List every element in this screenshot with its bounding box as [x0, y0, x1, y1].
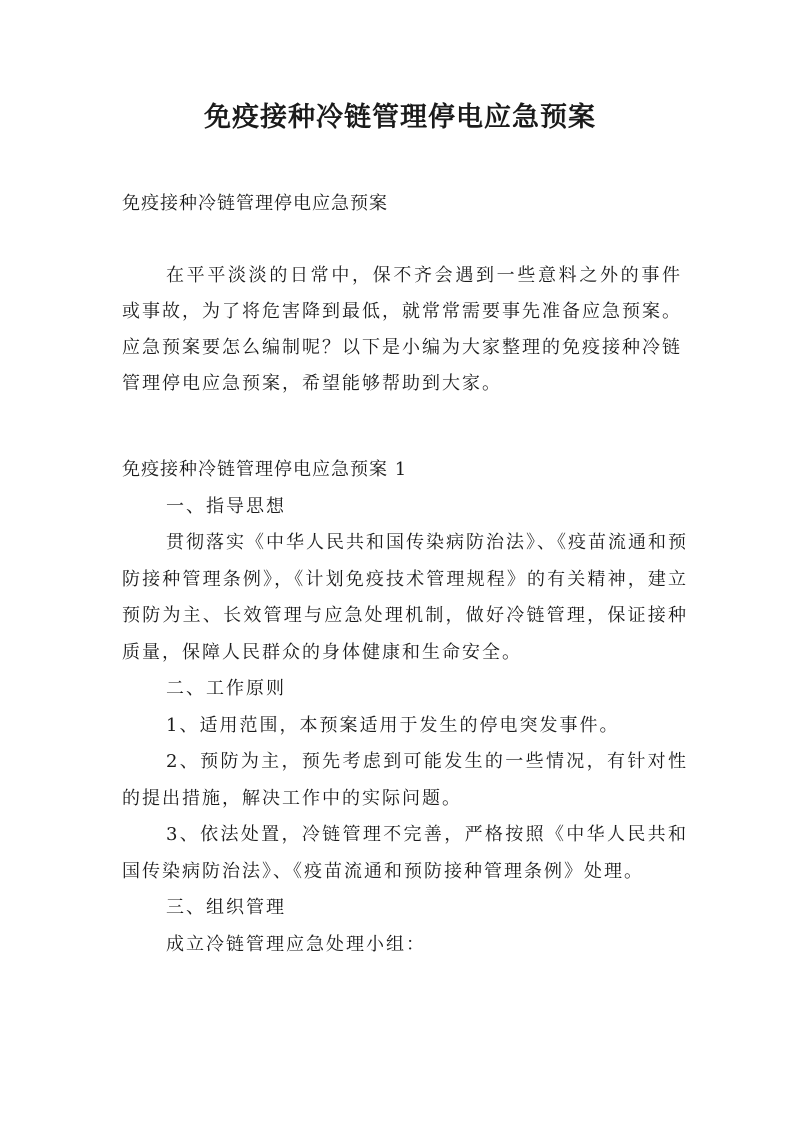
document-subtitle: 免疫接种冷链管理停电应急预案 — [122, 193, 388, 214]
paragraph-guiding-ideology: 贯彻落实《中华人民共和国传染病防治法》、《疫苗流通和预防接种管理条例》，《计划免疫技术管理规程》的有关精神，建立预防为主、长效管理与应急处理机制，做好冷链管理，保证接种质量，保障人民群众的身体健康和生命安全。 — [122, 532, 688, 663]
heading-organization: 三、组织管理 — [166, 897, 286, 918]
principle-prevention: 2、预防为主，预先考虑到可能发生的一些情况，有针对性的提出措施，解决工作中的实际问题。 — [122, 751, 688, 809]
paragraph-organization: 成立冷链管理应急处理小组： — [166, 933, 426, 955]
document-body — [122, 452, 688, 963]
intro-paragraph: 在平平淡淡的日常中，保不齐会遇到一些意料之外的事件或事故，为了将危害降到最低，就常常需要事先准备应急预案。应急预案要怎么编制呢？以下是小编为大家整理的免疫接种冷链管理停电应急预案，希望能够帮助到大家。 — [122, 265, 682, 394]
principle-scope: 1、适用范围，本预案适用于发生的停电突发事件。 — [166, 714, 620, 736]
section-heading: 免疫接种冷链管理停电应急预案 1 — [122, 459, 408, 480]
principle-legal-handling: 3、依法处置，冷链管理不完善，严格按照《中华人民共和国传染病防治法》、《疫苗流通和预防接种管理条例》处理。 — [122, 824, 688, 882]
heading-work-principles: 二、工作原则 — [166, 678, 286, 699]
document-title: 免疫接种冷链管理停电应急预案 — [204, 102, 596, 133]
heading-guiding-ideology: 一、指导思想 — [166, 495, 286, 517]
